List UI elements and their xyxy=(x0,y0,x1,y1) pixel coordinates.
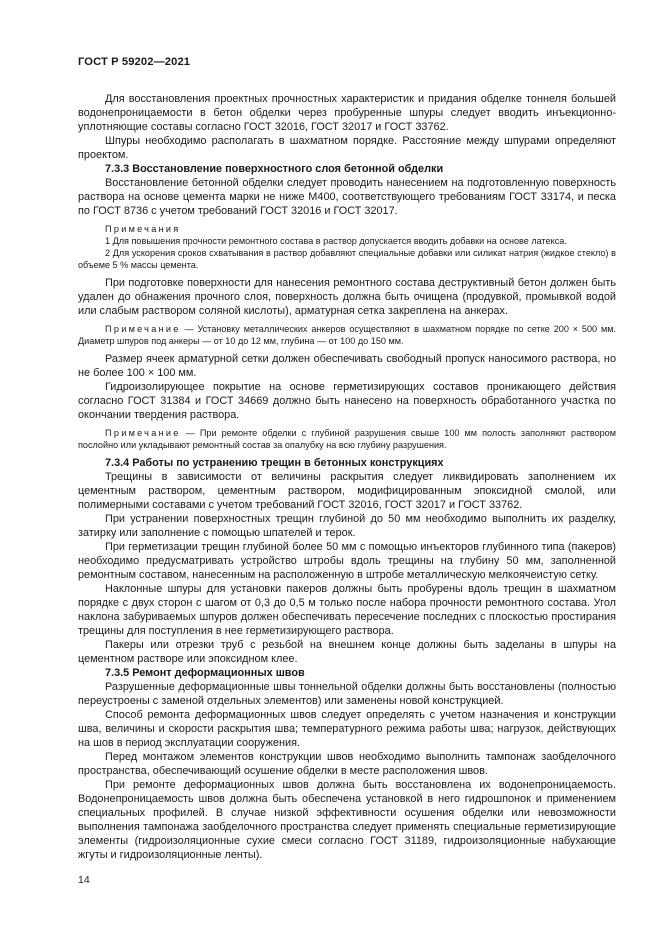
paragraph: Пакеры или отрезки труб с резьбой на внешнем конце должны быть заделаны в шпуры на цементном растворе или эпоксидном клее. xyxy=(78,639,616,665)
note-block xyxy=(78,427,616,451)
paragraph: Разрушенные деформационные швы тоннельной обделки должны быть восстановлены (полностью переустроены с заменой отдельных элементов) или заменены новой конструкцией. xyxy=(78,681,616,707)
paragraph: Размер ячеек арматурной сетки должен обеспечивать свободный пропуск наносимого раствора, но не более 100 × 100 мм. xyxy=(78,353,616,379)
paragraph: Трещины в зависимости от величины раскрытия следует ликвидировать заполнением их цементным раствором, цементным раствором, модифицированным эпоксидной смолой, или полимерными составами с учетом требований ГОСТ 32016, ГОСТ 32017 и ГОСТ 33762. xyxy=(78,471,616,511)
note-text: — При ремонте обделки с глубиной разрушения свыше 100 мм полость заполняют раствором послойно или укладывают ремонтный состав за опалубку на всю глубину разрушения. xyxy=(78,428,616,450)
page-number: 14 xyxy=(78,874,90,886)
document-header: ГОСТ Р 59202—2021 xyxy=(78,56,191,68)
paragraph: Способ ремонта деформационных швов следует определять с учетом назначения и конструкции шва, величины и скорости раскрытия шва; температурного режима работы шва; нагрузок, действующих на шов в период эксплуатации сооружения. xyxy=(78,709,616,749)
document-body xyxy=(78,92,616,862)
notes-label: Примечания xyxy=(105,224,181,234)
paragraph: При герметизации трещин глубиной более 50 мм с помощью инъекторов глубинного типа (пакеров) необходимо предусматривать устройство штробы вдоль трещины на глубину 50 мм, заполненной ремонтным составом, нанесенным на расположенную в штробе металлическую мелкоячеистую сетку. xyxy=(78,541,616,581)
section-heading-7-3-5: 7.3.5 Ремонт деформационных швов xyxy=(105,667,305,679)
paragraph: Гидроизолирующее покрытие на основе герметизирующих составов проникающего действия согласно ГОСТ 31384 и ГОСТ 34669 должно быть нанесено на поверхность обработанного участка по окончании твердения раствора. xyxy=(78,381,616,421)
note-block xyxy=(78,323,616,347)
paragraph: Восстановление бетонной обделки следует проводить нанесением на подготовленную поверхность раствора на основе цемента марки не ниже М400, соответствующего требованиям ГОСТ 33174, и песка по ГОСТ 8736 с учетом требований ГОСТ 32016 и ГОСТ 32017. xyxy=(78,177,616,217)
section-heading-7-3-4: 7.3.4 Работы по устранению трещин в бетонных конструкциях xyxy=(105,457,444,469)
paragraph: При устранении поверхностных трещин глубиной до 50 мм необходимо выполнить их разделку, затирку или заполнение с помощью шпателей и терок. xyxy=(78,513,616,539)
note-item xyxy=(78,427,616,451)
note-label: Примечание xyxy=(105,324,181,334)
note-label: Примечание xyxy=(105,428,181,438)
paragraph: Для восстановления проектных прочностных характеристик и придания обделке тоннеля большей водонепроницаемости в бетон обделки через пробуренные шпуры следует вводить инъекционно-уплотняющие составы согласно ГОСТ 32016, ГОСТ 32017 и ГОСТ 33762. xyxy=(78,93,616,133)
paragraph: Наклонные шпуры для установки пакеров должны быть пробурены вдоль трещин в шахматном порядке с двух сторон с шагом от 0,3 до 0,5 м только после набора прочности ремонтного состава. Угол наклона забуриваемых шпуров должен обеспечивать пересечение последних с плоскостью простирания трещины для поступления в нее герметизирующего раствора. xyxy=(78,583,616,637)
paragraph: Шпуры необходимо располагать в шахматном порядке. Расстояние между шпурами определяют проектом. xyxy=(78,135,616,161)
note-text: — Установку металлических анкеров осуществляют в шахматном порядке по сетке 200 × 500 мм. Диаметр шпуров под анкеры — от 10 до 12 мм, глубина — от 100 до 150 мм. xyxy=(78,324,616,346)
note-item: 1 Для повышения прочности ремонтного состава в раствор допускается вводить добавки на основе латекса. xyxy=(105,236,567,246)
section-heading-7-3-3: 7.3.3 Восстановление поверхностного слоя бетонной обделки xyxy=(105,163,444,175)
paragraph: Перед монтажом элементов конструкции швов необходимо выполнить тампонаж заобделочного пространства, обеспечивающий осушение обделки в месте расположения швов. xyxy=(78,751,616,777)
notes-block xyxy=(78,223,616,271)
note-item: 2 Для ускорения сроков схватывания в раствор добавляют специальные добавки или силикат натрия (жидкое стекло) в объеме 5 % массы цемента. xyxy=(78,248,616,270)
paragraph: При подготовке поверхности для нанесения ремонтного состава деструктивный бетон должен быть удален до обнажения прочного слоя, поверхность должна быть очищена (продувкой, промывкой водой или слабым раствором соляной кислоты), арматурная сетка закреплена на анкерах. xyxy=(78,277,616,317)
paragraph: При ремонте деформационных швов должна быть восстановлена их водонепроницаемость. Водонепроницаемость швов должна быть обеспечена установкой в него гидрошпонок и применением специальных профилей. В случае низкой эффективности осушения обделки или невозможности выполнения тампонажа заобделочного пространства следует применять специальные герметизирующие элементы (гидроизоляционные сухие смеси согласно ГОСТ 31189, гидроизоляционные набухающие жгуты и гидроизоляционные ленты). xyxy=(78,779,616,861)
note-item xyxy=(78,323,616,347)
